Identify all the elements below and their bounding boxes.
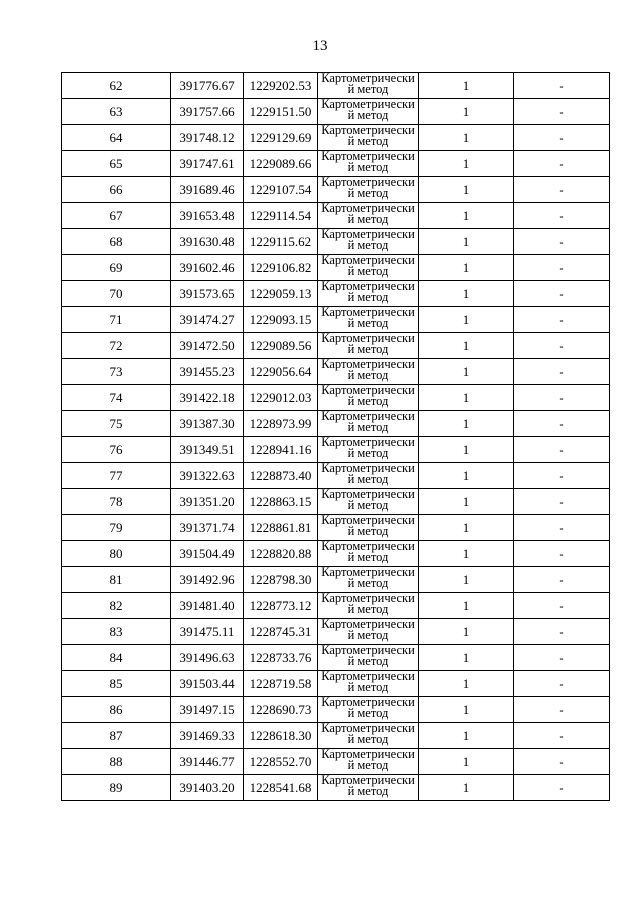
point-number-cell: 80 xyxy=(62,541,171,567)
method-cell xyxy=(318,203,419,229)
count-cell: 1 xyxy=(419,307,514,333)
method-cell xyxy=(318,151,419,177)
method-text: Картометрически й метод xyxy=(321,696,415,720)
method-cell xyxy=(318,567,419,593)
table-row xyxy=(62,385,610,411)
method-cell xyxy=(318,385,419,411)
note-cell: - xyxy=(514,99,610,125)
x-coordinate-cell: 391504.49 xyxy=(171,541,244,567)
point-number-cell: 74 xyxy=(62,385,171,411)
count-cell: 1 xyxy=(419,359,514,385)
table-row xyxy=(62,125,610,151)
count-cell: 1 xyxy=(419,593,514,619)
count-cell: 1 xyxy=(419,463,514,489)
point-number-cell: 86 xyxy=(62,697,171,723)
count-cell: 1 xyxy=(419,229,514,255)
method-text: Картометрически й метод xyxy=(321,748,415,772)
point-number-cell: 77 xyxy=(62,463,171,489)
note-cell: - xyxy=(514,593,610,619)
method-cell xyxy=(318,125,419,151)
y-coordinate-cell: 1229107.54 xyxy=(244,177,318,203)
table-row xyxy=(62,437,610,463)
note-cell: - xyxy=(514,203,610,229)
method-cell xyxy=(318,593,419,619)
note-cell: - xyxy=(514,723,610,749)
table-row xyxy=(62,203,610,229)
y-coordinate-cell: 1229059.13 xyxy=(244,281,318,307)
y-coordinate-cell: 1228541.68 xyxy=(244,775,318,801)
count-cell: 1 xyxy=(419,671,514,697)
y-coordinate-cell: 1228618.30 xyxy=(244,723,318,749)
method-text: Картометрически й метод xyxy=(321,176,415,200)
count-cell: 1 xyxy=(419,567,514,593)
x-coordinate-cell: 391757.66 xyxy=(171,99,244,125)
x-coordinate-cell: 391481.40 xyxy=(171,593,244,619)
point-number-cell: 64 xyxy=(62,125,171,151)
note-cell: - xyxy=(514,515,610,541)
y-coordinate-cell: 1229129.69 xyxy=(244,125,318,151)
x-coordinate-cell: 391653.48 xyxy=(171,203,244,229)
point-number-cell: 87 xyxy=(62,723,171,749)
note-cell: - xyxy=(514,463,610,489)
x-coordinate-cell: 391455.23 xyxy=(171,359,244,385)
x-coordinate-cell: 391322.63 xyxy=(171,463,244,489)
x-coordinate-cell: 391349.51 xyxy=(171,437,244,463)
point-number-cell: 72 xyxy=(62,333,171,359)
method-cell xyxy=(318,437,419,463)
method-text: Картометрически й метод xyxy=(321,540,415,564)
method-text: Картометрически й метод xyxy=(321,670,415,694)
y-coordinate-cell: 1229089.66 xyxy=(244,151,318,177)
count-cell: 1 xyxy=(419,645,514,671)
page-number: 13 xyxy=(312,38,328,54)
note-cell: - xyxy=(514,645,610,671)
y-coordinate-cell: 1228773.12 xyxy=(244,593,318,619)
table-row xyxy=(62,671,610,697)
count-cell: 1 xyxy=(419,489,514,515)
note-cell: - xyxy=(514,281,610,307)
y-coordinate-cell: 1229202.53 xyxy=(244,73,318,99)
method-text: Картометрически й метод xyxy=(321,254,415,278)
method-cell xyxy=(318,749,419,775)
x-coordinate-cell: 391602.46 xyxy=(171,255,244,281)
count-cell: 1 xyxy=(419,619,514,645)
method-cell xyxy=(318,281,419,307)
point-number-cell: 62 xyxy=(62,73,171,99)
method-text: Картометрически й метод xyxy=(321,644,415,668)
count-cell: 1 xyxy=(419,125,514,151)
y-coordinate-cell: 1229012.03 xyxy=(244,385,318,411)
note-cell: - xyxy=(514,385,610,411)
table-row xyxy=(62,177,610,203)
y-coordinate-cell: 1228733.76 xyxy=(244,645,318,671)
note-cell: - xyxy=(514,333,610,359)
point-number-cell: 85 xyxy=(62,671,171,697)
note-cell: - xyxy=(514,697,610,723)
x-coordinate-cell: 391497.15 xyxy=(171,697,244,723)
x-coordinate-cell: 391371.74 xyxy=(171,515,244,541)
method-text: Картометрически й метод xyxy=(321,98,415,122)
point-number-cell: 67 xyxy=(62,203,171,229)
method-cell xyxy=(318,411,419,437)
method-cell xyxy=(318,645,419,671)
table-row xyxy=(62,333,610,359)
y-coordinate-cell: 1228820.88 xyxy=(244,541,318,567)
x-coordinate-cell: 391573.65 xyxy=(171,281,244,307)
note-cell: - xyxy=(514,671,610,697)
x-coordinate-cell: 391689.46 xyxy=(171,177,244,203)
y-coordinate-cell: 1228973.99 xyxy=(244,411,318,437)
table-row xyxy=(62,775,610,801)
y-coordinate-cell: 1228941.16 xyxy=(244,437,318,463)
method-cell xyxy=(318,255,419,281)
x-coordinate-cell: 391496.63 xyxy=(171,645,244,671)
method-text: Картометрически й метод xyxy=(321,722,415,746)
note-cell: - xyxy=(514,73,610,99)
point-number-cell: 71 xyxy=(62,307,171,333)
y-coordinate-cell: 1229106.82 xyxy=(244,255,318,281)
point-number-cell: 84 xyxy=(62,645,171,671)
method-text: Картометрически й метод xyxy=(321,618,415,642)
table-row xyxy=(62,229,610,255)
point-number-cell: 82 xyxy=(62,593,171,619)
x-coordinate-cell: 391446.77 xyxy=(171,749,244,775)
y-coordinate-cell: 1228690.73 xyxy=(244,697,318,723)
count-cell: 1 xyxy=(419,515,514,541)
note-cell: - xyxy=(514,177,610,203)
point-number-cell: 73 xyxy=(62,359,171,385)
count-cell: 1 xyxy=(419,177,514,203)
method-text: Картометрически й метод xyxy=(321,592,415,616)
point-number-cell: 78 xyxy=(62,489,171,515)
coordinates-table-body xyxy=(62,73,610,801)
x-coordinate-cell: 391469.33 xyxy=(171,723,244,749)
method-cell xyxy=(318,229,419,255)
x-coordinate-cell: 391747.61 xyxy=(171,151,244,177)
x-coordinate-cell: 391748.12 xyxy=(171,125,244,151)
method-text: Картометрически й метод xyxy=(321,280,415,304)
method-text: Картометрически й метод xyxy=(321,410,415,434)
method-text: Картометрически й метод xyxy=(321,72,415,96)
point-number-cell: 66 xyxy=(62,177,171,203)
method-text: Картометрически й метод xyxy=(321,228,415,252)
method-cell xyxy=(318,619,419,645)
note-cell: - xyxy=(514,125,610,151)
y-coordinate-cell: 1228873.40 xyxy=(244,463,318,489)
note-cell: - xyxy=(514,749,610,775)
method-cell xyxy=(318,177,419,203)
table-row xyxy=(62,723,610,749)
y-coordinate-cell: 1228719.58 xyxy=(244,671,318,697)
table-row xyxy=(62,255,610,281)
table-row xyxy=(62,697,610,723)
x-coordinate-cell: 391776.67 xyxy=(171,73,244,99)
method-cell xyxy=(318,775,419,801)
note-cell: - xyxy=(514,567,610,593)
x-coordinate-cell: 391472.50 xyxy=(171,333,244,359)
count-cell: 1 xyxy=(419,333,514,359)
y-coordinate-cell: 1228798.30 xyxy=(244,567,318,593)
table-row xyxy=(62,359,610,385)
count-cell: 1 xyxy=(419,723,514,749)
table-row xyxy=(62,593,610,619)
point-number-cell: 70 xyxy=(62,281,171,307)
table-row xyxy=(62,489,610,515)
table-row xyxy=(62,619,610,645)
y-coordinate-cell: 1229093.15 xyxy=(244,307,318,333)
count-cell: 1 xyxy=(419,437,514,463)
x-coordinate-cell: 391474.27 xyxy=(171,307,244,333)
note-cell: - xyxy=(514,151,610,177)
point-number-cell: 88 xyxy=(62,749,171,775)
point-number-cell: 75 xyxy=(62,411,171,437)
count-cell: 1 xyxy=(419,281,514,307)
method-text: Картометрически й метод xyxy=(321,566,415,590)
point-number-cell: 63 xyxy=(62,99,171,125)
point-number-cell: 79 xyxy=(62,515,171,541)
coordinates-table xyxy=(61,72,610,801)
method-text: Картометрически й метод xyxy=(321,436,415,460)
method-cell xyxy=(318,99,419,125)
method-cell xyxy=(318,359,419,385)
method-text: Картометрически й метод xyxy=(321,202,415,226)
note-cell: - xyxy=(514,229,610,255)
count-cell: 1 xyxy=(419,99,514,125)
method-cell xyxy=(318,489,419,515)
table-row xyxy=(62,463,610,489)
note-cell: - xyxy=(514,775,610,801)
x-coordinate-cell: 391475.11 xyxy=(171,619,244,645)
method-cell xyxy=(318,723,419,749)
point-number-cell: 65 xyxy=(62,151,171,177)
table-row xyxy=(62,151,610,177)
point-number-cell: 89 xyxy=(62,775,171,801)
table-row xyxy=(62,541,610,567)
table-row xyxy=(62,281,610,307)
y-coordinate-cell: 1228863.15 xyxy=(244,489,318,515)
method-text: Картометрически й метод xyxy=(321,488,415,512)
method-text: Картометрически й метод xyxy=(321,358,415,382)
method-text: Картометрически й метод xyxy=(321,462,415,486)
point-number-cell: 81 xyxy=(62,567,171,593)
count-cell: 1 xyxy=(419,697,514,723)
method-cell xyxy=(318,515,419,541)
note-cell: - xyxy=(514,437,610,463)
x-coordinate-cell: 391387.30 xyxy=(171,411,244,437)
method-text: Картометрически й метод xyxy=(321,774,415,798)
note-cell: - xyxy=(514,619,610,645)
method-text: Картометрически й метод xyxy=(321,124,415,148)
point-number-cell: 83 xyxy=(62,619,171,645)
note-cell: - xyxy=(514,359,610,385)
x-coordinate-cell: 391403.20 xyxy=(171,775,244,801)
note-cell: - xyxy=(514,489,610,515)
table-row xyxy=(62,307,610,333)
point-number-cell: 69 xyxy=(62,255,171,281)
y-coordinate-cell: 1229115.62 xyxy=(244,229,318,255)
method-cell xyxy=(318,73,419,99)
count-cell: 1 xyxy=(419,541,514,567)
x-coordinate-cell: 391503.44 xyxy=(171,671,244,697)
note-cell: - xyxy=(514,255,610,281)
count-cell: 1 xyxy=(419,385,514,411)
count-cell: 1 xyxy=(419,749,514,775)
table-row xyxy=(62,73,610,99)
method-text: Картометрически й метод xyxy=(321,514,415,538)
y-coordinate-cell: 1228861.81 xyxy=(244,515,318,541)
count-cell: 1 xyxy=(419,73,514,99)
point-number-cell: 76 xyxy=(62,437,171,463)
count-cell: 1 xyxy=(419,775,514,801)
method-text: Картометрически й метод xyxy=(321,332,415,356)
y-coordinate-cell: 1229114.54 xyxy=(244,203,318,229)
x-coordinate-cell: 391351.20 xyxy=(171,489,244,515)
y-coordinate-cell: 1228745.31 xyxy=(244,619,318,645)
method-cell xyxy=(318,307,419,333)
table-row xyxy=(62,567,610,593)
method-text: Картометрически й метод xyxy=(321,384,415,408)
method-cell xyxy=(318,671,419,697)
method-cell xyxy=(318,463,419,489)
method-text: Картометрически й метод xyxy=(321,150,415,174)
table-row xyxy=(62,515,610,541)
y-coordinate-cell: 1229089.56 xyxy=(244,333,318,359)
x-coordinate-cell: 391422.18 xyxy=(171,385,244,411)
count-cell: 1 xyxy=(419,203,514,229)
method-cell xyxy=(318,541,419,567)
method-cell xyxy=(318,333,419,359)
table-row xyxy=(62,411,610,437)
method-cell xyxy=(318,697,419,723)
count-cell: 1 xyxy=(419,411,514,437)
table-row xyxy=(62,749,610,775)
y-coordinate-cell: 1229056.64 xyxy=(244,359,318,385)
table-row xyxy=(62,645,610,671)
x-coordinate-cell: 391492.96 xyxy=(171,567,244,593)
method-text: Картометрически й метод xyxy=(321,306,415,330)
count-cell: 1 xyxy=(419,255,514,281)
y-coordinate-cell: 1228552.70 xyxy=(244,749,318,775)
count-cell: 1 xyxy=(419,151,514,177)
note-cell: - xyxy=(514,541,610,567)
note-cell: - xyxy=(514,307,610,333)
x-coordinate-cell: 391630.48 xyxy=(171,229,244,255)
y-coordinate-cell: 1229151.50 xyxy=(244,99,318,125)
point-number-cell: 68 xyxy=(62,229,171,255)
table-row xyxy=(62,99,610,125)
note-cell: - xyxy=(514,411,610,437)
